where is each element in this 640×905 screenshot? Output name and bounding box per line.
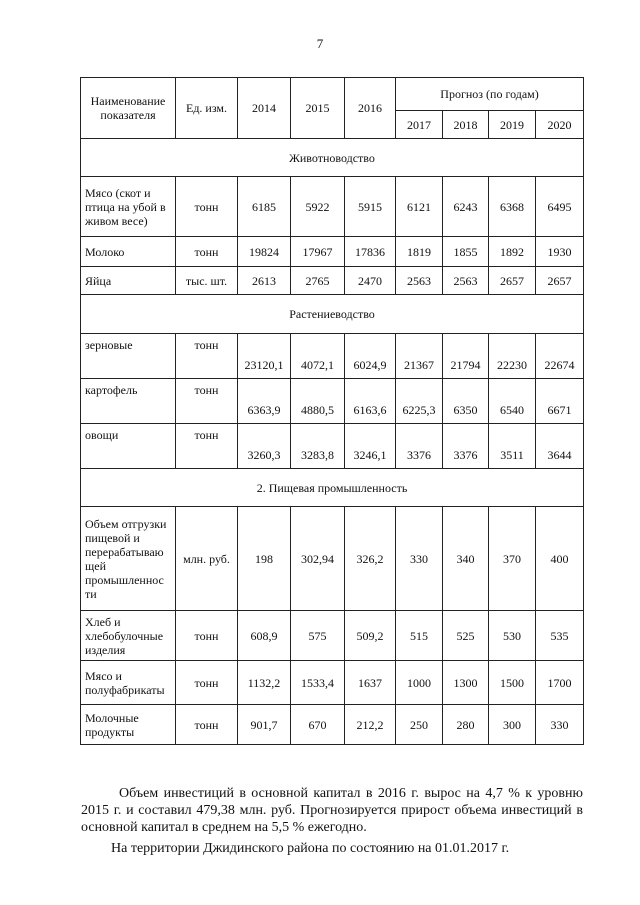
cell-value: 1930 xyxy=(536,237,584,267)
cell-value: 21367 xyxy=(396,334,443,379)
cell-value: 6368 xyxy=(489,177,536,237)
cell-value: 3511 xyxy=(489,424,536,469)
cell-value: 535 xyxy=(536,611,584,661)
cell-value: 23120,1 xyxy=(238,334,291,379)
header-year-2015: 2015 xyxy=(291,78,345,139)
page-number: 7 xyxy=(316,36,324,51)
row-unit: тонн xyxy=(176,705,238,745)
cell-value: 22674 xyxy=(536,334,584,379)
cell-value: 1855 xyxy=(443,237,489,267)
row-name: Яйца xyxy=(81,267,176,295)
header-year-2020: 2020 xyxy=(536,111,584,139)
row-unit: тонн xyxy=(176,237,238,267)
row-name: Мясо и полуфабрикаты xyxy=(81,661,176,705)
row-unit: тонн xyxy=(176,379,238,424)
cell-value: 509,2 xyxy=(345,611,396,661)
cell-value: 370 xyxy=(489,507,536,611)
header-year-2016: 2016 xyxy=(345,78,396,139)
row-name: картофель xyxy=(81,379,176,424)
header-forecast: Прогноз (по годам) xyxy=(396,78,584,111)
header-name: Наименование показателя xyxy=(81,78,176,139)
cell-value: 1000 xyxy=(396,661,443,705)
body-paragraph: На территории Джидинского района по состоянию на 01.01.2017 г. xyxy=(111,841,510,856)
cell-value: 1300 xyxy=(443,661,489,705)
row-unit: тонн xyxy=(176,177,238,237)
row-unit: млн. руб. xyxy=(176,507,238,611)
cell-value: 198 xyxy=(238,507,291,611)
cell-value: 1533,4 xyxy=(291,661,345,705)
cell-value: 6495 xyxy=(536,177,584,237)
cell-value: 4880,5 xyxy=(291,379,345,424)
cell-value: 250 xyxy=(396,705,443,745)
cell-value: 2613 xyxy=(238,267,291,295)
cell-value: 1819 xyxy=(396,237,443,267)
cell-value: 300 xyxy=(489,705,536,745)
section-title: Животноводство xyxy=(81,139,584,177)
header-unit: Ед. изм. xyxy=(176,78,238,139)
cell-value: 6540 xyxy=(489,379,536,424)
cell-value: 1500 xyxy=(489,661,536,705)
cell-value: 1700 xyxy=(536,661,584,705)
cell-value: 340 xyxy=(443,507,489,611)
cell-value: 19824 xyxy=(238,237,291,267)
cell-value: 2657 xyxy=(536,267,584,295)
header-year-2017: 2017 xyxy=(396,111,443,139)
row-unit: тонн xyxy=(176,661,238,705)
cell-value: 670 xyxy=(291,705,345,745)
cell-value: 4072,1 xyxy=(291,334,345,379)
header-year-2019: 2019 xyxy=(489,111,536,139)
cell-value: 3246,1 xyxy=(345,424,396,469)
cell-value: 212,2 xyxy=(345,705,396,745)
row-name: овощи xyxy=(81,424,176,469)
cell-value: 280 xyxy=(443,705,489,745)
row-unit: тыс. шт. xyxy=(176,267,238,295)
statistics-table xyxy=(80,77,584,745)
row-name: Объем отгрузки пищевой и перерабатываю щей промышленнос ти xyxy=(81,507,176,611)
cell-value: 525 xyxy=(443,611,489,661)
cell-value: 2765 xyxy=(291,267,345,295)
cell-value: 21794 xyxy=(443,334,489,379)
cell-value: 6163,6 xyxy=(345,379,396,424)
cell-value: 22230 xyxy=(489,334,536,379)
row-name: Мясо (скот и птица на убой в живом весе) xyxy=(81,177,176,237)
cell-value: 575 xyxy=(291,611,345,661)
row-name: Хлеб и хлебобулочные изделия xyxy=(81,611,176,661)
section-title: Растениеводство xyxy=(81,295,584,334)
cell-value: 515 xyxy=(396,611,443,661)
row-unit: тонн xyxy=(176,334,238,379)
cell-value: 1637 xyxy=(345,661,396,705)
cell-value: 400 xyxy=(536,507,584,611)
cell-value: 6671 xyxy=(536,379,584,424)
cell-value: 17967 xyxy=(291,237,345,267)
cell-value: 6243 xyxy=(443,177,489,237)
cell-value: 2563 xyxy=(396,267,443,295)
cell-value: 2657 xyxy=(489,267,536,295)
cell-value: 17836 xyxy=(345,237,396,267)
cell-value: 3644 xyxy=(536,424,584,469)
cell-value: 6121 xyxy=(396,177,443,237)
header-year-2018: 2018 xyxy=(443,111,489,139)
cell-value: 530 xyxy=(489,611,536,661)
cell-value: 2470 xyxy=(345,267,396,295)
cell-value: 6350 xyxy=(443,379,489,424)
row-name: Молочные продукты xyxy=(81,705,176,745)
cell-value: 2563 xyxy=(443,267,489,295)
row-unit: тонн xyxy=(176,424,238,469)
cell-value: 6363,9 xyxy=(238,379,291,424)
cell-value: 3376 xyxy=(443,424,489,469)
cell-value: 1892 xyxy=(489,237,536,267)
cell-value: 6024,9 xyxy=(345,334,396,379)
cell-value: 3260,3 xyxy=(238,424,291,469)
cell-value: 302,94 xyxy=(291,507,345,611)
cell-value: 3376 xyxy=(396,424,443,469)
cell-value: 1132,2 xyxy=(238,661,291,705)
cell-value: 330 xyxy=(396,507,443,611)
row-name: Молоко xyxy=(81,237,176,267)
cell-value: 5915 xyxy=(345,177,396,237)
cell-value: 326,2 xyxy=(345,507,396,611)
cell-value: 6225,3 xyxy=(396,379,443,424)
cell-value: 5922 xyxy=(291,177,345,237)
cell-value: 3283,8 xyxy=(291,424,345,469)
body-paragraph: Объем инвестиций в основной капитал в 2016 г. вырос на 4,7 % к уровню 2015 г. и составил 479,38 млн. руб. Прогнозируется прирост объема инвестиций в основной капитал в среднем на 5,5 % ежегодно. xyxy=(81,786,583,835)
cell-value: 901,7 xyxy=(238,705,291,745)
section-title: 2. Пищевая промышленность xyxy=(81,469,584,507)
row-name: зерновые xyxy=(81,334,176,379)
row-unit: тонн xyxy=(176,611,238,661)
header-year-2014: 2014 xyxy=(238,78,291,139)
cell-value: 330 xyxy=(536,705,584,745)
cell-value: 6185 xyxy=(238,177,291,237)
cell-value: 608,9 xyxy=(238,611,291,661)
